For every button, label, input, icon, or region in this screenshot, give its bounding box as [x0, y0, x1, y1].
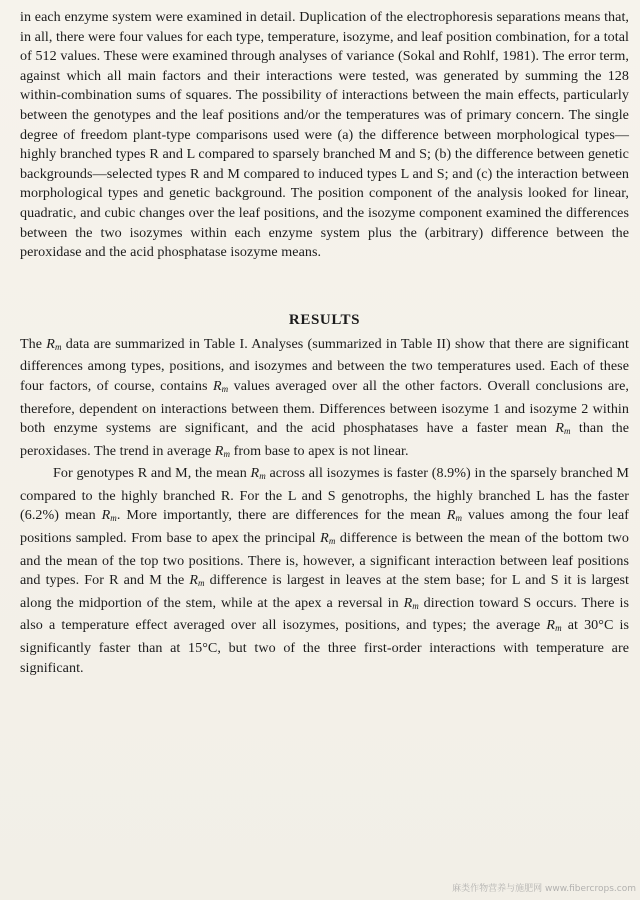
- rm-symbol: $R_m$: [212, 377, 229, 394]
- rm-symbol: $R_m$: [546, 617, 562, 634]
- text-column: [20, 8, 629, 678]
- results-paragraph-1: The $R_m$ data are summarized in Table I. Analyses (summarized in Table II) show that there are significant differences among types, positions, and isozymes and between the two temperatures used. Each of these four factors, of course, contains $R_m$ values averaged over all the other factors. Overall conclusions are, therefore, dependent on interactions between them. Differences between isozyme 1 and isozyme 2 within both enzyme systems are significant, and the acid phosphatases have a faster mean $R_m$ than the peroxidases. The trend in average $R_m$ from base to apex is not linear.: [20, 335, 629, 459]
- methods-paragraph: in each enzyme system were examined in detail. Duplication of the electrophoresis separations means that, in all, there were four values for each type, temperature, isozyme, and leaf position combination, for a total of 512 values. These were examined through analyses of variance (Sokal and Rohlf, 1981). The error term, against which all main factors and their interactions were tested, was generated by summing the 128 within-combination sums of squares. The possibility of interactions between the main effects, particularly between the genotypes and the leaf positions and/or the temperatures was of primary concern. The single degree of freedom plant-type comparisons used were (a) the difference between morphological types—highly branched types R and L compared to sparsely branched M and S; (b) the difference between genetic backgrounds—selected types R and M compared to induced types L and S; and (c) the interaction between morphological types and genetic background. The position component of the analysis looked for linear, quadratic, and cubic changes over the leaf positions, and the isozyme component examined the differences between the two isozymes within each enzyme system plus the (arbitrary) difference between the peroxidase and the acid phosphatase isozyme means.: [20, 9, 629, 261]
- section-heading-results: RESULTS: [288, 311, 361, 328]
- site-watermark: 麻类作物营养与施肥网 www.fibercrops.com: [452, 884, 636, 894]
- rm-symbol: $R_m$: [446, 507, 463, 524]
- rm-symbol: $R_m$: [403, 594, 419, 611]
- rm-symbol: $R_m$: [101, 507, 117, 524]
- rm-symbol: $R_m$: [555, 420, 571, 437]
- results-paragraph-2: For genotypes R and M, the mean $R_m$ across all isozymes is faster (8.9%) in the sparsely branched M compared to the highly branched R. For the L and S genotrophs, the highly branched L has the faster (6.2%) mean $R_m$. More importantly, there are differences for the mean $R_m$ values among the four leaf positions sampled. From base to apex the principal $R_m$ difference is between the mean of the bottom two and the mean of the top two positions. There is, however, a significant interaction between leaf positions and types. For R and M the $R_m$ difference is largest in leaves at the stem base; for L and S it is largest along the midportion of the stem, while at the apex a reversal in $R_m$ direction toward S occurs. There is also a temperature effect averaged over all isozymes, positions, and types; the average $R_m$ at 30°C is significantly faster than at 15°C, but two of the three first-order interactions with temperature are significant.: [20, 465, 630, 676]
- rm-symbol: $R_m$: [46, 335, 62, 352]
- rm-symbol: $R_m$: [189, 572, 205, 589]
- rm-symbol: $R_m$: [214, 442, 230, 459]
- rm-symbol: $R_m$: [320, 530, 336, 547]
- rm-symbol: $R_m$: [250, 465, 266, 482]
